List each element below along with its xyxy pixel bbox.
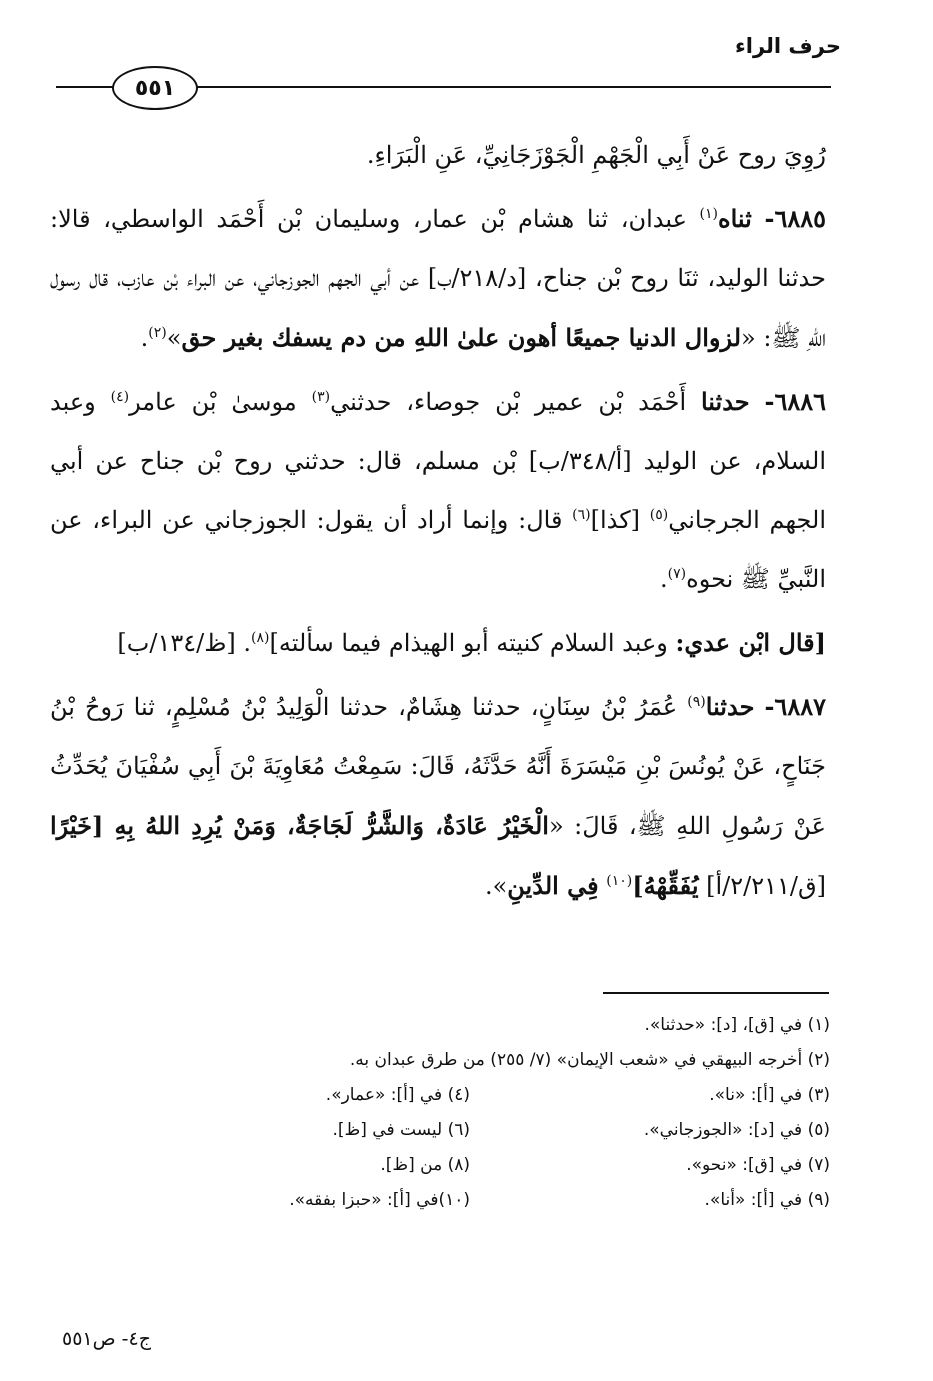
footnote-ref: (٨) (251, 630, 270, 646)
entry-lead: حدثنا (705, 692, 755, 721)
intro-line (50, 126, 826, 185)
hadith-text: فِي الدِّينِ (507, 871, 599, 900)
footnote-ref: (٥) (649, 507, 669, 523)
footnote-item: (٧) في [ق]: «نحو». (686, 1155, 830, 1175)
entry-lead: حدثنا (700, 387, 750, 416)
intro-text: رُوِيَ روح عَنْ أَبِي الْجَهْمِ الْجَوْزَجَانِيِّ، عَنِ الْبَرَاءِ. (366, 141, 826, 169)
footnote-item: (١) في [ق]، [د]: «حدثنا». (644, 1015, 830, 1035)
footnote-item: (٥) في [د]: «الجوزجاني». (643, 1120, 830, 1140)
footnote-item: (٤) في [أ]: «عمار». (325, 1085, 470, 1105)
isnad-text: أَحْمَد بْن عمير بْن جوصاء، حدثني (330, 388, 687, 416)
footnote-item: (٦) ليست في [ظ]. (332, 1120, 470, 1140)
footnote-item: (٨) من [ظ]. (380, 1155, 470, 1175)
footnote-ref: (٧) (667, 566, 687, 582)
entry-6887 (50, 677, 826, 916)
ibn-adi-note (50, 613, 826, 673)
isnad-text: موسىٰ بْن عامر (129, 388, 297, 416)
footnote-row (110, 1078, 830, 1113)
entry-end: . (140, 324, 149, 352)
isnad-text: عبدان، ثنا هشام بْن عمار، وسليمان بْن أَحْمَد الواسطي، قالا: حدثنا الوليد، ثنَا روح بْن جناح، [د/٢١٨/ب] عن أبي الجهم الجوزجاني، عن البراء بْن عازب، قال رسول اللهِ ﷺ: « (50, 205, 826, 352)
note-lead: [قال ابْن عدي: (675, 628, 826, 657)
page-number: ٥٥١ (134, 75, 176, 101)
footnotes (110, 1008, 830, 1218)
footnote-item: (٣) في [أ]: «نا». (709, 1085, 830, 1105)
footnote-ref: (٣) (311, 389, 331, 405)
page-number-badge (112, 66, 198, 110)
hadith-text: يُفَقِّهْهُ] (632, 871, 699, 900)
footnote-separator (603, 992, 829, 994)
note-text: وعبد السلام كنيته أبو الهيذام فيما سألته] (269, 629, 668, 657)
entry-number: ٦٨٨٦- (764, 387, 827, 416)
isnad-text: وعبد السلام، عن الوليد [أ/٣٤٨/ب] بْن مسلم، قال: حدثني روح بْن جناح عن أبي الجهم الجرجاني (50, 388, 826, 534)
entry-6885 (50, 189, 826, 368)
footnote-ref: (٢) (148, 325, 167, 341)
footnote-item: (٩) في [أ]: «أنا». (704, 1190, 830, 1210)
footnote-ref: (٦) (572, 507, 591, 523)
entry-end: . (660, 565, 668, 593)
manuscript-mark: [ق/٢/٢١١/أ] (706, 872, 826, 900)
entry-lead: ثناه (718, 204, 752, 233)
note-end: . [ظ/١٣٤/ب] (117, 629, 252, 657)
footnote-ref: (١) (699, 206, 719, 222)
entry-number: ٦٨٨٥- (764, 204, 826, 233)
footnote-row (110, 1183, 830, 1218)
running-head: حرف الراء (735, 34, 841, 58)
main-text (50, 126, 826, 920)
footnote-row (110, 1148, 830, 1183)
footnote-ref: (٤) (110, 389, 130, 405)
isnad-text: قال: وإنما أراد أن يقول: الجوزجاني عن البراء، عن النَّبيِّ ﷺ نحوه (50, 506, 826, 593)
isnad-text: عُمَرُ بْنُ سِنَانٍ، حدثنا هِشَامٌ، حدثنا الْوَلِيدُ بْنُ مُسْلِمٍ، ثنا رَوحُ بْنُ جَنَاحٍ، عَنْ يُونُسَ بْنِ مَيْسَرَةَ أَنَّهُ حَدَّثَهُ، قَالَ: سَمِعْتُ مُعَاوِيَةَ بْنَ أَبِي سُفْيَانَ يُحَدِّثُ عَنْ رَسُولِ اللهِ ﷺ، قَالَ: « (50, 693, 826, 840)
footnote-ref: (١٠) (606, 873, 633, 889)
entry-6886 (50, 372, 826, 609)
volume-page-marker: ج٤- ص٥٥١ (62, 1328, 151, 1350)
footnote-row (110, 1113, 830, 1148)
hadith-text: الْخَيْرُ عَادَةٌ، وَالشَّرُّ لَجَاجَةٌ، وَمَنْ يُرِدِ اللهُ بِهِ [خَيْرًا (50, 811, 549, 840)
footnote-ref: (٩) (687, 694, 706, 710)
editorial-mark: [كذا] (590, 506, 641, 534)
hadith-text: لزوال الدنيا جميعًا أهون علىٰ اللهِ من دم يسفك بغير حق (181, 323, 742, 352)
entry-number: ٦٨٨٧- (764, 692, 826, 721)
quote-close: » (166, 324, 182, 352)
footnote-item: (٢) أخرجه البيهقي في «شعب الإيمان» (٧/ ٢٥٥) من طرق عبدان به. (349, 1050, 830, 1070)
quote-close: ». (484, 872, 508, 900)
footnote-item: (١٠)في [أ]: «حبزا بفقه». (289, 1190, 470, 1210)
